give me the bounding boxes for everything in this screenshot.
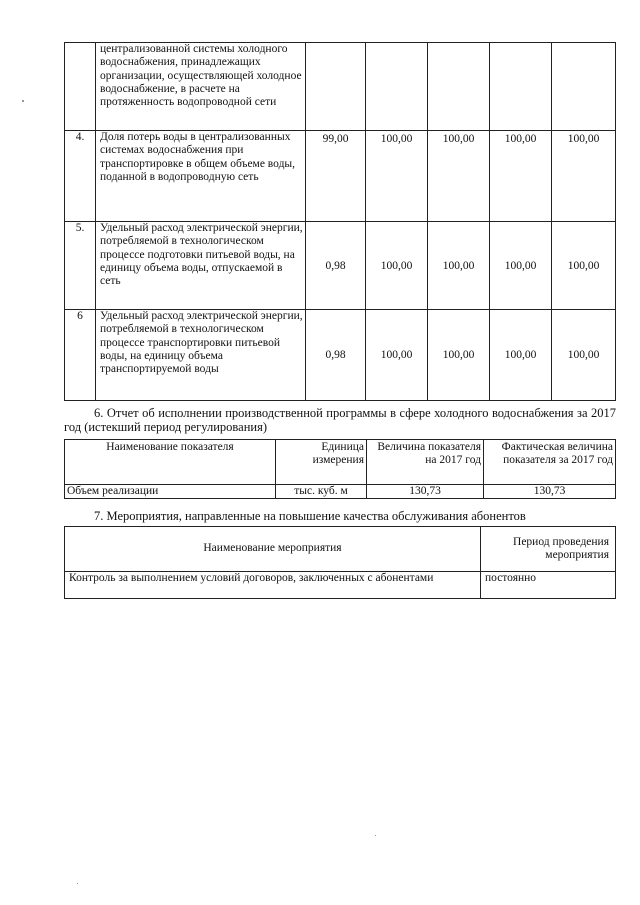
table-row [65, 43, 616, 131]
value-cell: 100,00 [552, 131, 616, 222]
row-number [65, 43, 96, 131]
table-row [65, 485, 616, 499]
scan-speck [375, 835, 376, 836]
table-header-row [65, 527, 616, 572]
measure-period: постоянно [481, 572, 616, 599]
row-number: 5. [65, 222, 96, 310]
value-cell [490, 43, 552, 131]
column-header: Единица измерения [276, 440, 367, 485]
row-number: 4. [65, 131, 96, 222]
indicator-name: централизованной системы холодного водоснабжения, принадлежащих организации, осуществляющей холодное водоснабжение, в расчете на протяженность водопроводной сети [96, 43, 306, 131]
value-cell: 0,98 [306, 222, 366, 310]
indicator-name: Объем реализации [65, 485, 276, 499]
value-cell: 99,00 [306, 131, 366, 222]
value-cell: 0,98 [306, 310, 366, 401]
value-cell [552, 43, 616, 131]
value-cell: 100,00 [428, 310, 490, 401]
measures-table [64, 526, 616, 599]
value-cell: 100,00 [490, 131, 552, 222]
value-cell [366, 43, 428, 131]
table-row [65, 572, 616, 599]
table-row [65, 131, 616, 222]
indicator-name: Доля потерь воды в централизованных системах водоснабжения при транспортировке в общем объеме воды, поданной в водопроводную сеть [96, 131, 306, 222]
value-cell: 100,00 [366, 222, 428, 310]
value-cell: 100,00 [490, 310, 552, 401]
scan-speck [77, 883, 78, 884]
table-row [65, 222, 616, 310]
column-header: Наименование показателя [65, 440, 276, 485]
scan-speck [22, 100, 24, 102]
value-cell [428, 43, 490, 131]
unit-cell: тыс. куб. м [276, 485, 367, 499]
table-header-row [65, 440, 616, 485]
section-7-heading: 7. Мероприятия, направленные на повышение качества обслуживания абонентов [94, 509, 526, 523]
plan-value: 130,73 [367, 485, 484, 499]
value-cell: 100,00 [428, 222, 490, 310]
indicator-name: Удельный расход электрической энергии, потребляемой в технологическом процессе транспортировки питьевой воды, на единицу объема транспортируемой воды [96, 310, 306, 401]
column-header: Период проведения мероприятия [481, 527, 616, 572]
indicators-table [64, 42, 616, 401]
value-cell: 100,00 [552, 222, 616, 310]
value-cell [306, 43, 366, 131]
column-header: Наименование мероприятия [65, 527, 481, 572]
value-cell: 100,00 [428, 131, 490, 222]
value-cell: 100,00 [366, 310, 428, 401]
value-cell: 100,00 [552, 310, 616, 401]
column-header: Фактическая величина показателя за 2017 год [484, 440, 616, 485]
fact-value: 130,73 [484, 485, 616, 499]
indicator-name: Удельный расход электрической энергии, потребляемой в технологическом процессе подготовки питьевой воды, на единицу объема воды, отпускаемой в сеть [96, 222, 306, 310]
row-number: 6 [65, 310, 96, 401]
program-report-table [64, 439, 616, 499]
section-6-heading: 6. Отчет об исполнении производственной программы в сфере холодного водоснабжения за 2017 год (истекший период регулирования) [64, 406, 616, 434]
value-cell: 100,00 [366, 131, 428, 222]
value-cell: 100,00 [490, 222, 552, 310]
table-row [65, 310, 616, 401]
column-header: Величина показателя на 2017 год [367, 440, 484, 485]
measure-name: Контроль за выполнением условий договоров, заключенных с абонентами [65, 572, 481, 599]
